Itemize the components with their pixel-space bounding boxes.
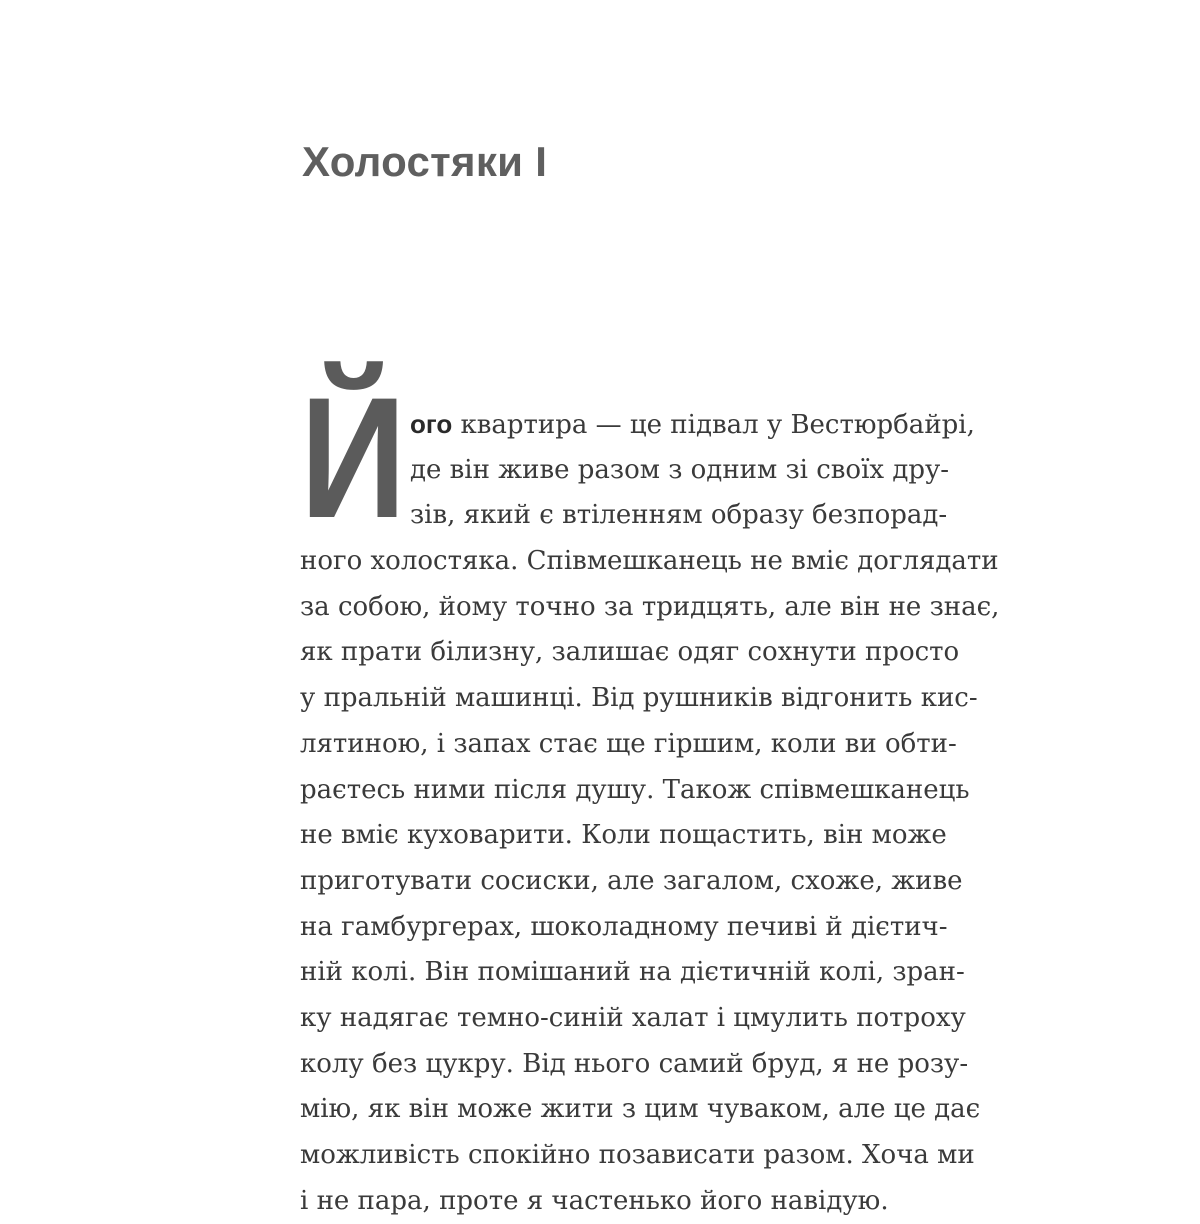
body-line: можливість спокійно позависати разом. Хоча ми — [300, 1140, 975, 1170]
body-line: ного холостяка. Співмешканець не вміє доглядати — [300, 546, 999, 577]
chapter-title: Холостяки I — [302, 138, 548, 185]
lead-word: ого — [410, 409, 453, 439]
body-line — [300, 402, 975, 448]
body-line: лятиною, і запах стає ще гіршим, коли ви обти- — [300, 728, 957, 759]
drop-cap-letter: Й — [300, 362, 407, 554]
body-line: на гамбургерах, шоколадному печиві й дієтич- — [300, 911, 948, 942]
body-line: раєтесь ними після душу. Також співмешканець — [300, 774, 970, 805]
body-line: за собою, йому точно за тридцять, але він не знає, — [300, 591, 1000, 622]
body-line: ку надягає темно-синій халат і цмулить потроху — [300, 1002, 966, 1033]
chapter-body-text — [300, 402, 1000, 1224]
body-line: ній колі. Він помішаний на дієтичній колі, зран- — [300, 957, 965, 988]
body-line: колу без цукру. Від нього самий бруд, я не розу- — [300, 1048, 969, 1079]
body-line: приготувати сосиски, але загалом, схоже, живе — [300, 865, 963, 896]
body-line: не вміє куховарити. Коли пощастить, він може — [300, 820, 947, 851]
body-line: зів, який є втіленням образу безпорад- — [410, 500, 948, 531]
body-line: у пральній машинці. Від рушників відгонить кис- — [300, 683, 978, 714]
body-line: як прати білизну, залишає одяг сохнути просто — [300, 637, 960, 668]
body-line: де він живе разом з одним зі своїх дру- — [410, 454, 950, 485]
body-line: і не пара, проте я частенько його навідую. — [300, 1185, 889, 1216]
body-line: мію, як він може жити з цим чуваком, але це дає — [300, 1094, 981, 1125]
body-line-text: квартира — це підвал у Вестюрбайрі, — [452, 410, 975, 440]
